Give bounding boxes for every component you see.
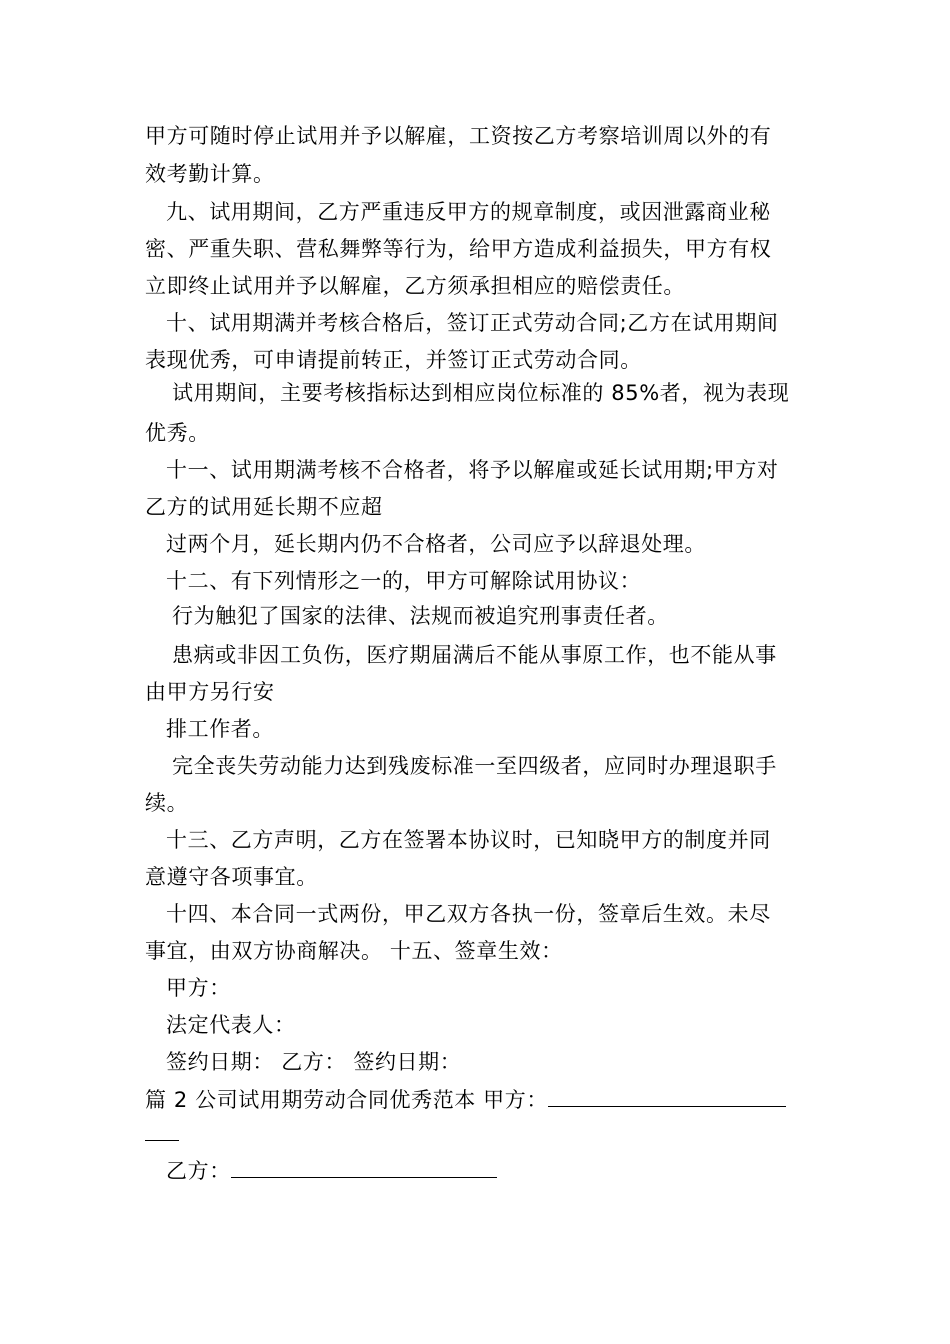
text-line: 十一、试用期满考核不合格者，将予以解雇或延长试用期;甲方对 xyxy=(166,458,779,482)
party-a-blank-continuation xyxy=(145,1118,179,1149)
text-line: 十二、有下列情形之一的，甲方可解除试用协议： xyxy=(166,569,642,593)
party-a-blank[interactable] xyxy=(548,1084,786,1107)
text-line: 甲方可随时停止试用并予以解雇，工资按乙方考察培训周以外的有 xyxy=(145,124,772,148)
text-line: 续。 xyxy=(145,791,189,815)
text-line: 优秀。 xyxy=(145,421,210,445)
text-line: 密、严重失职、营私舞弊等行为，给甲方造成利益损失，甲方有权 xyxy=(145,237,772,261)
party-a-blank-end[interactable] xyxy=(145,1118,179,1141)
section-heading: 篇 2 公司试用期劳动合同优秀范本 甲方： xyxy=(145,1088,548,1112)
text-line: 完全丧失劳动能力达到残废标准一至四级者，应同时办理退职手 xyxy=(172,754,777,778)
text-line: 立即终止试用并予以解雇，乙方须承担相应的赔偿责任。 xyxy=(145,274,685,298)
text-line: 法定代表人： xyxy=(166,1013,296,1037)
party-b-blank[interactable] xyxy=(231,1155,497,1178)
party-b-line xyxy=(166,1155,497,1186)
text-line: 意遵守各项事宜。 xyxy=(145,865,318,889)
party-a-line xyxy=(145,1084,786,1115)
text-line: 排工作者。 xyxy=(166,717,274,741)
text-line: 效考勤计算。 xyxy=(145,162,275,186)
text-line: 十四、本合同一式两份，甲乙双方各执一份，签章后生效。未尽 xyxy=(166,902,771,926)
text-line: 十、试用期满并考核合格后，签订正式劳动合同;乙方在试用期间 xyxy=(166,311,779,335)
text-line: 甲方： xyxy=(166,976,231,1000)
text-line: 十三、乙方声明，乙方在签署本协议时，已知晓甲方的制度并同 xyxy=(166,828,771,852)
text-line: 签约日期： 乙方： 签约日期： xyxy=(166,1050,462,1074)
text-line: 九、试用期间，乙方严重违反甲方的规章制度，或因泄露商业秘 xyxy=(166,200,771,224)
text-line: 表现优秀，可申请提前转正，并签订正式劳动合同。 xyxy=(145,348,642,372)
text-line: 事宜，由双方协商解决。 十五、签章生效： xyxy=(145,939,563,963)
text-line: 乙方的试用延长期不应超 xyxy=(145,495,383,519)
text-line: 患病或非因工负伤，医疗期届满后不能从事原工作，也不能从事 xyxy=(172,643,777,667)
party-b-label: 乙方： xyxy=(166,1159,231,1183)
text-line: 过两个月，延长期内仍不合格者，公司应予以辞退处理。 xyxy=(166,532,706,556)
text-line: 行为触犯了国家的法律、法规而被追究刑事责任者。 xyxy=(172,604,669,628)
text-line: 由甲方另行安 xyxy=(145,680,275,704)
text-line: 试用期间，主要考核指标达到相应岗位标准的 85%者，视为表现 xyxy=(172,381,790,405)
